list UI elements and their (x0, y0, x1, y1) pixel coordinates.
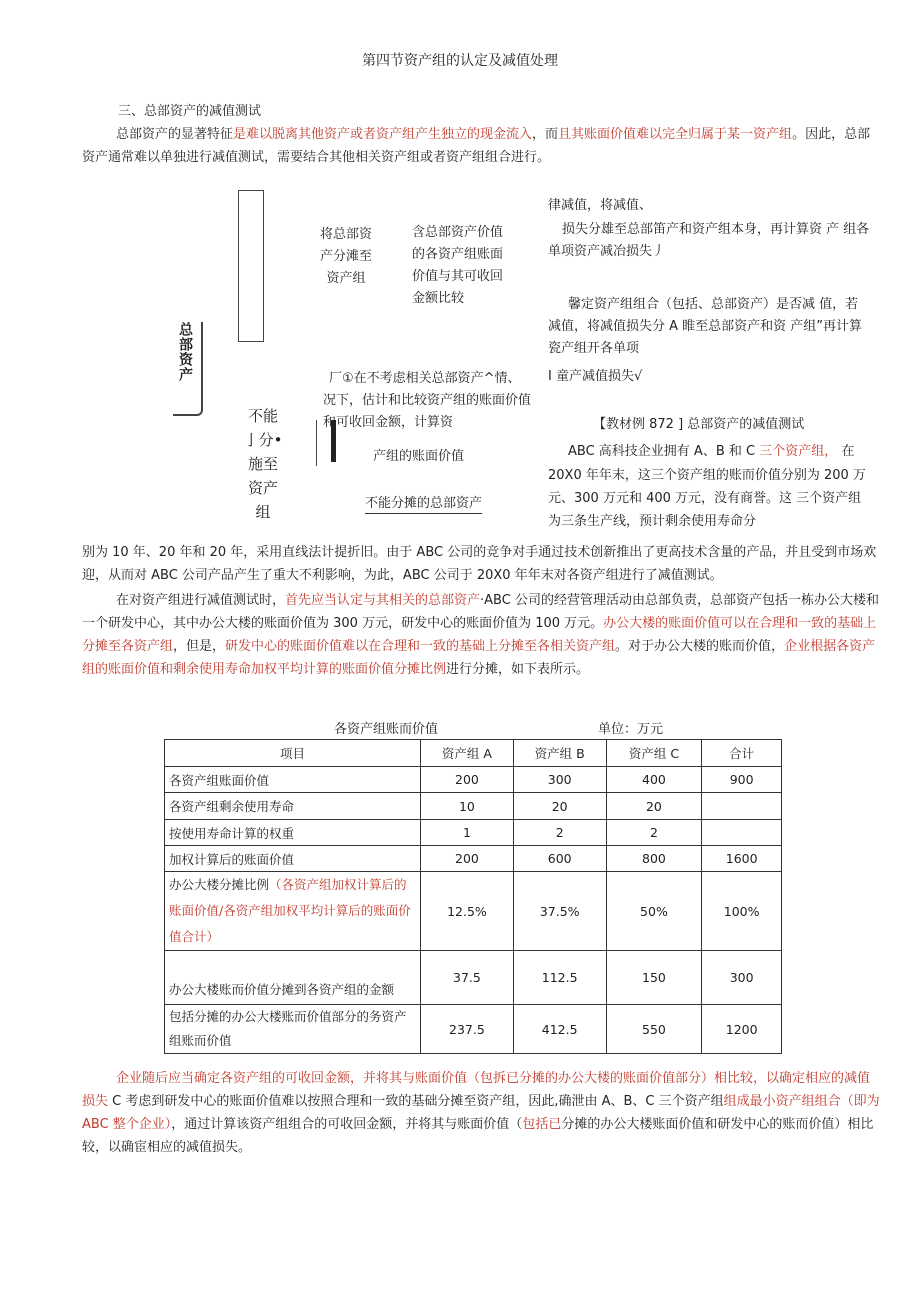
example-heading: 【教材例 872 ] 总部资产的减值测试 (593, 417, 805, 432)
table-row: 加权计算后的账面价值 200 600 800 1600 (165, 846, 782, 872)
table-row: 包括分摊的办公大楼账而价值部分的务资产组账而价值 237.5 412.5 550 1200 (165, 1005, 782, 1054)
example-rest: 20X0 年年末，这三个资产组的账而价值分别为 200 万元、300 万元和 400 万元，没有商誉。这 三个资产组为三条生产线，预计剩余使用寿命分 (548, 468, 866, 529)
table-header: 合计 (702, 740, 782, 767)
table-row: 办公大楼账而价值分摊到各资产组的金额 37.5 112.5 150 300 (165, 951, 782, 1005)
diagram-bracket-box (238, 190, 264, 342)
table-header: 项目 (165, 740, 421, 767)
table-header: 资产组 C (606, 740, 702, 767)
right-mid-text: 馨定资产组组合（包括、总部资产）是否减 值，若减值，将减值损失分 A 睢至总部资产和资 产组”再计算瓷产组开各单项 (548, 297, 863, 356)
example-line1: ABC 高科技企业拥有 A、B 和 C 三个资产组， 在 (568, 444, 855, 459)
table-header: 资产组 A (421, 740, 514, 767)
table-row: 各资产组账面价值 200 300 400 900 (165, 767, 782, 793)
table-caption: 各资产组账而价值 (334, 722, 439, 737)
diagram-side-label: 总部资产 (173, 322, 203, 416)
not-allocable-text: 厂①在不考虑相关总部资产^情、况下，估计和比较资产组的账面价值和可收回金额，计算资 (323, 371, 532, 430)
section-heading: 三、总部资产的减值测试 (118, 104, 262, 119)
paragraph-3: 在对资产组进行减值测试时，首先应当认定与其相关的总部资产·ABC 公司的经营管理活动由总部负责，总部资产包括一栋办公大楼和一个研发中心，其中办公大楼的账面价值为 300 万元，研发中心的账面价值为 100 万元。办公大楼的账面价值可以在合理和一致的基础上分摊至各资产组，但是，研发中心的账面价值难以在合理和一致的基础上分摊至各相关资产组。对于办公大楼的账而价值，企业根据各资产组的账面价值和剩余使用寿命加权平均计算的账面价值分摊比例进行分摊，如下表所示。 (82, 593, 879, 677)
right-top-line1: 律减值，将减值、 (548, 198, 653, 213)
table-unit: 单位：万元 (598, 722, 664, 737)
data-table (164, 739, 782, 1054)
paragraph-2: 别为 10 年、20 年和 20 年，采用直线法计提折旧。由于 ABC 公司的竞争对手通过技术创新推出了更高技术含量的产品，并且受到市场欢迎，从而对 ABC 公司产品产生了重大不利影响，为此，ABC 公司于 20X0 年年末对各资产组进行了减值测试。 (82, 545, 877, 583)
table-header: 资产组 B (513, 740, 606, 767)
right-mid-text-2: I 童产减值损失√ (548, 369, 643, 384)
table-row: 按使用寿命计算的权重 1 2 2 (165, 820, 782, 846)
table-row: 各资产组剩余使用寿命 10 20 20 (165, 793, 782, 820)
not-allocable-cutoff: 产组的账面价值 (373, 449, 465, 464)
allocable-step-a: 将总部资产分滩至资产组 (319, 227, 372, 286)
not-allocable-bottom: 不能分摊的总部资产 (365, 495, 482, 514)
right-top-text: 损失分雄至总部笛产和资产组本身，再计算资 产 组各单项资产减冶损失丿 (548, 222, 870, 259)
table-row: 办公大楼分摊比例（各资产组加权计算后的账面价值/各资产组加权平均计算后的账面价值合计） 12.5% 37.5% 50% 100% (165, 872, 782, 951)
paragraph-4: 企业随后应当确定各资产组的可收回金额，并将其与账面价值（包拆已分摊的办公大楼的账面价值部分）相比较，以确定相应的减值损失 C 考虑到研发中心的账面价值难以按照合理和一致的基础分摊至资产组，因此,确泄由 A、B、C 三个资产组组成最小资产组组合（即为 ABC 整个企业），通过计算该资产组组合的可收回金额，并将其与账面价值（包括已分摊的办公大楼账面价值和研发中心的账而价值）相比较，以确宦相应的减值损失。 (82, 1071, 880, 1155)
allocable-step-b: 含总部资产价值的各资产组账面价值与其可收回金额比较 (412, 225, 504, 306)
intro-paragraph: 总部资产的显著特征是难以脱离其他资产或者资产组产生独立的现金流入，而且其账面价值难以完全归属于某一资产组。因此，总部资产通常难以单独进行减值测试，需要结合其他相关资产组或者资产组组合进行。 (82, 127, 871, 165)
not-allocable-label: 不能亅分•施至资产组 (243, 407, 283, 521)
page-title: 第四节资产组的认定及减值处理 (362, 53, 558, 69)
